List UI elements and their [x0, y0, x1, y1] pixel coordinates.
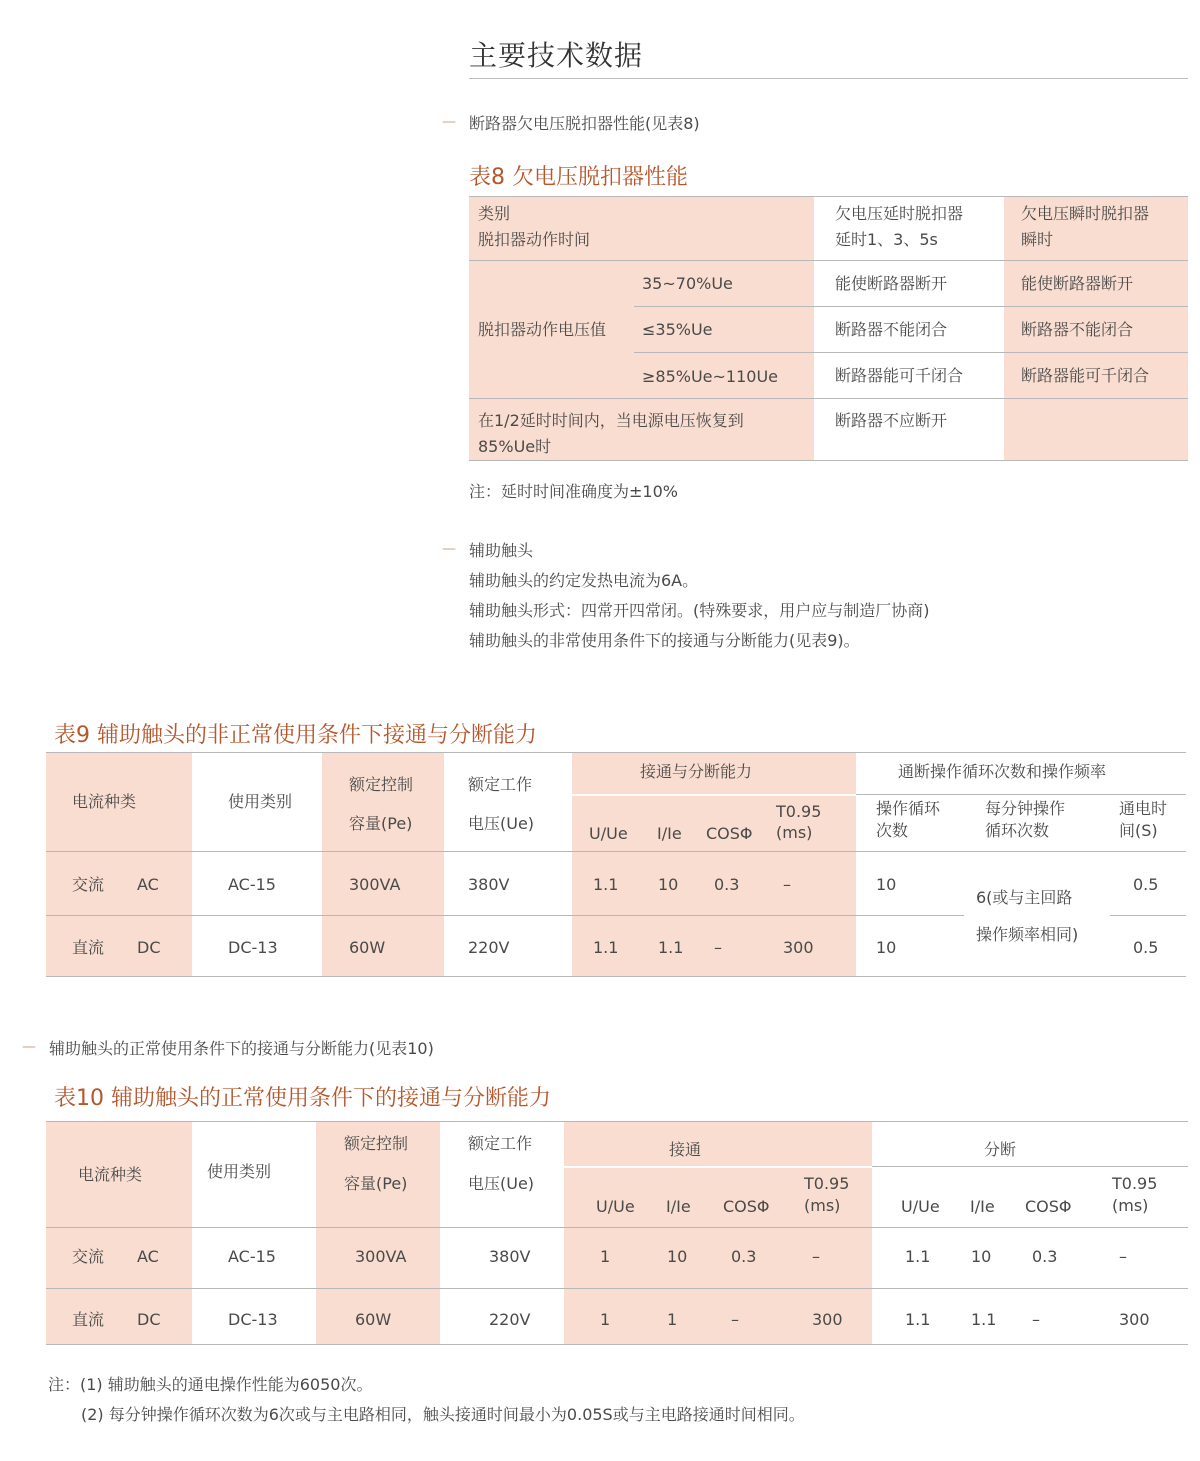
table9-header-cell: 电压(Ue): [468, 814, 535, 833]
table10-row-rule: [46, 1288, 1188, 1289]
table10-cell: AC-15: [228, 1247, 276, 1266]
table9-subheader: 次数: [876, 821, 909, 840]
aux-text-line: 辅助触头的约定发热电流为6A。: [469, 571, 699, 590]
table9-cell: 380V: [468, 875, 510, 894]
table10-subheader: I/Ie: [970, 1197, 995, 1216]
aux-text-line: 辅助触头形式：四常开四常闭。(特殊要求，用户应与制造厂协商): [469, 601, 930, 620]
table8-cell: 断路器不能闭合: [1021, 320, 1134, 339]
table10-cell: –: [812, 1247, 820, 1266]
table10-cell: –: [731, 1310, 739, 1329]
table10-cell: 1.1: [971, 1310, 997, 1329]
table10-cell: 380V: [489, 1247, 531, 1266]
table9-row-rule: [46, 915, 964, 916]
table10-subheader: I/Ie: [666, 1197, 691, 1216]
table10-cell: 10: [667, 1247, 688, 1266]
table10-subheader: U/Ue: [901, 1197, 940, 1216]
table9-cell: 220V: [468, 938, 510, 957]
table10-cell: 0.3: [1032, 1247, 1058, 1266]
bullet-dash-icon: —: [442, 541, 456, 557]
table9-cell: DC: [137, 938, 161, 957]
table9-cell: 直流: [72, 938, 105, 957]
table10-bottom-rule: [46, 1344, 1188, 1345]
table10-cell: 1: [600, 1247, 611, 1266]
table8-header-cell: 欠电压延时脱扣器: [835, 204, 964, 223]
aux-text-line: 辅助触头的非常使用条件下的接通与分断能力(见表9)。: [469, 631, 860, 650]
section-lead-undervoltage: 断路器欠电压脱扣器性能(见表8): [469, 114, 700, 133]
page-title: 主要技术数据: [469, 39, 644, 72]
table9-subheader: 循环次数: [985, 821, 1050, 840]
table10-cell: 300: [812, 1310, 843, 1329]
table9-cell: –: [783, 875, 791, 894]
table10-header-cell: 分断: [984, 1140, 1017, 1159]
table9-bottom-rule: [46, 976, 1186, 977]
table8-header-cell: 欠电压瞬时脱扣器: [1021, 204, 1150, 223]
table10-title: 表10 辅助触头的正常使用条件下的接通与分断能力: [54, 1086, 551, 1111]
table8-header-cell: 类别: [478, 204, 511, 223]
table10-cell: 0.3: [731, 1247, 757, 1266]
table10-subheader: T0.95: [1112, 1174, 1158, 1193]
table8-cell: 能使断路器断开: [1021, 274, 1134, 293]
table9-cell: 10: [658, 875, 679, 894]
table8-cell: 能使断路器断开: [835, 274, 948, 293]
table10-header-cell: 容量(Pe): [344, 1174, 408, 1193]
table8-cell: 断路器不能闭合: [835, 320, 948, 339]
table10-cell: 60W: [355, 1310, 392, 1329]
table9-cell: DC-13: [228, 938, 278, 957]
table9-cell: 交流: [72, 875, 105, 894]
footnote-2: (2) 每分钟操作循环次数为6次或与主电路相同，触头接通时间最小为0.05S或与主电路接通时间相同。: [81, 1405, 805, 1424]
table9-header-cell: 通断操作循环次数和操作频率: [898, 762, 1107, 781]
table9-subheader: 操作循环: [876, 799, 941, 818]
bullet-dash-icon: —: [442, 114, 456, 130]
table10-cell: 1.1: [905, 1310, 931, 1329]
table9-subheader: I/Ie: [657, 824, 682, 843]
table10-cell: 10: [971, 1247, 992, 1266]
table8-cell: 在1/2延时时间内，当电源电压恢复到: [478, 411, 744, 430]
table9-col-bg: [46, 753, 192, 976]
table9-cell: 10: [876, 875, 897, 894]
table10-subheader: COSΦ: [1025, 1197, 1072, 1216]
table10-header-cell: 使用类别: [207, 1162, 272, 1181]
table8-row-rule: [469, 260, 1188, 261]
table10-cell: 220V: [489, 1310, 531, 1329]
table10-cell: 直流: [72, 1310, 105, 1329]
footnote-1: 注：(1) 辅助触头的通电操作性能为6050次。: [48, 1375, 373, 1394]
table10-cell: DC: [137, 1310, 161, 1329]
table10-header-cell: 接通: [669, 1140, 702, 1159]
table9-subheader: (ms): [776, 823, 813, 842]
table10-header-cell: 额定控制: [344, 1134, 409, 1153]
table9-header-cell: 接通与分断能力: [640, 762, 753, 781]
table8-row-label: 脱扣器动作电压值: [478, 320, 607, 339]
table9-subheader: T0.95: [776, 802, 822, 821]
table8-cell: 断路器能可千闭合: [1021, 366, 1150, 385]
table9-header-rule: [46, 851, 1186, 852]
table8-cell: 85%Ue时: [478, 437, 552, 456]
title-divider: [469, 78, 1188, 79]
table9-header-cell: 额定控制: [349, 775, 414, 794]
table9-sub-rule: [856, 794, 1186, 795]
table10-cell: –: [1032, 1310, 1040, 1329]
table10-subheader: (ms): [1112, 1196, 1149, 1215]
table8-cell: 35~70%Ue: [642, 274, 733, 293]
table10-cell: DC-13: [228, 1310, 278, 1329]
table10-subheader: (ms): [804, 1196, 841, 1215]
table9-cell: 1.1: [593, 875, 619, 894]
table10-subheader: COSΦ: [723, 1197, 770, 1216]
table10-header-cell: 电压(Ue): [468, 1174, 535, 1193]
table8-row-rule: [634, 306, 1188, 307]
table9-cell: AC-15: [228, 875, 276, 894]
table9-cell: 300VA: [349, 875, 401, 894]
table10-cell: 交流: [72, 1247, 105, 1266]
table10-cell: 1.1: [905, 1247, 931, 1266]
table9-cell: 60W: [349, 938, 386, 957]
bullet-dash-icon: —: [22, 1039, 36, 1055]
table9-cell: 10: [876, 938, 897, 957]
table10-subheader: T0.95: [804, 1174, 850, 1193]
table9-cell: –: [714, 938, 722, 957]
table10-header-cell: 额定工作: [468, 1134, 533, 1153]
table9-cell: 0.3: [714, 875, 740, 894]
table10-col-bg: [46, 1122, 192, 1344]
table9-row-rule: [1110, 915, 1186, 916]
table8-bottom-rule: [469, 460, 1188, 461]
table8-header-cell: 瞬时: [1021, 230, 1054, 249]
table9-sub-rule: [572, 794, 856, 796]
table9-header-cell: 使用类别: [228, 792, 293, 811]
table8-header-cell: 脱扣器动作时间: [478, 230, 591, 249]
table10-cell: AC: [137, 1247, 159, 1266]
table9-cell: 0.5: [1133, 938, 1159, 957]
table8-cell: ≥85%Ue~110Ue: [642, 367, 779, 386]
table9-subheader: 每分钟操作: [985, 799, 1066, 818]
table10-cell: 1: [600, 1310, 611, 1329]
table9-cell: 300: [783, 938, 814, 957]
table9-cell: 操作频率相同): [976, 925, 1079, 944]
table9-header-cell: 电流种类: [72, 792, 137, 811]
section-lead-aux: 辅助触头: [469, 541, 534, 560]
table10-subheader: U/Ue: [596, 1197, 635, 1216]
table8-row-rule: [469, 398, 1188, 399]
table10-sub-rule: [872, 1166, 1188, 1167]
table10-cell: 300VA: [355, 1247, 407, 1266]
table9-title: 表9 辅助触头的非正常使用条件下接通与分断能力: [54, 723, 537, 748]
table8-title: 表8 欠电压脱扣器性能: [469, 165, 688, 190]
table10-cell: –: [1119, 1247, 1127, 1266]
table8-row-rule: [634, 352, 1188, 353]
table8-cell: ≤35%Ue: [642, 320, 713, 339]
table9-subheader: 间(S): [1119, 821, 1158, 840]
table9-cell: 6(或与主回路: [976, 888, 1073, 907]
table8-header-cell: 延时1、3、5s: [835, 230, 938, 249]
table10-header-cell: 电流种类: [78, 1165, 143, 1184]
table9-cell: 1.1: [658, 938, 684, 957]
section-lead-normal: 辅助触头的正常使用条件下的接通与分断能力(见表10): [49, 1039, 434, 1058]
table10-sub-rule: [564, 1166, 872, 1168]
table9-subheader: 通电时: [1119, 799, 1168, 818]
table8-cell: 断路器能可千闭合: [835, 366, 964, 385]
table8-note: 注：延时时间准确度为±10%: [469, 482, 678, 501]
table9-header-cell: 容量(Pe): [349, 814, 413, 833]
table9-subheader: COSΦ: [706, 824, 753, 843]
table9-cell: 0.5: [1133, 875, 1159, 894]
table8-cell: 断路器不应断开: [835, 411, 948, 430]
table10-cell: 1: [667, 1310, 678, 1329]
table9-subheader: U/Ue: [589, 824, 628, 843]
table10-cell: 300: [1119, 1310, 1150, 1329]
table9-header-cell: 额定工作: [468, 775, 533, 794]
table9-cell: 1.1: [593, 938, 619, 957]
table9-cell: AC: [137, 875, 159, 894]
table10-header-rule: [46, 1227, 1188, 1228]
